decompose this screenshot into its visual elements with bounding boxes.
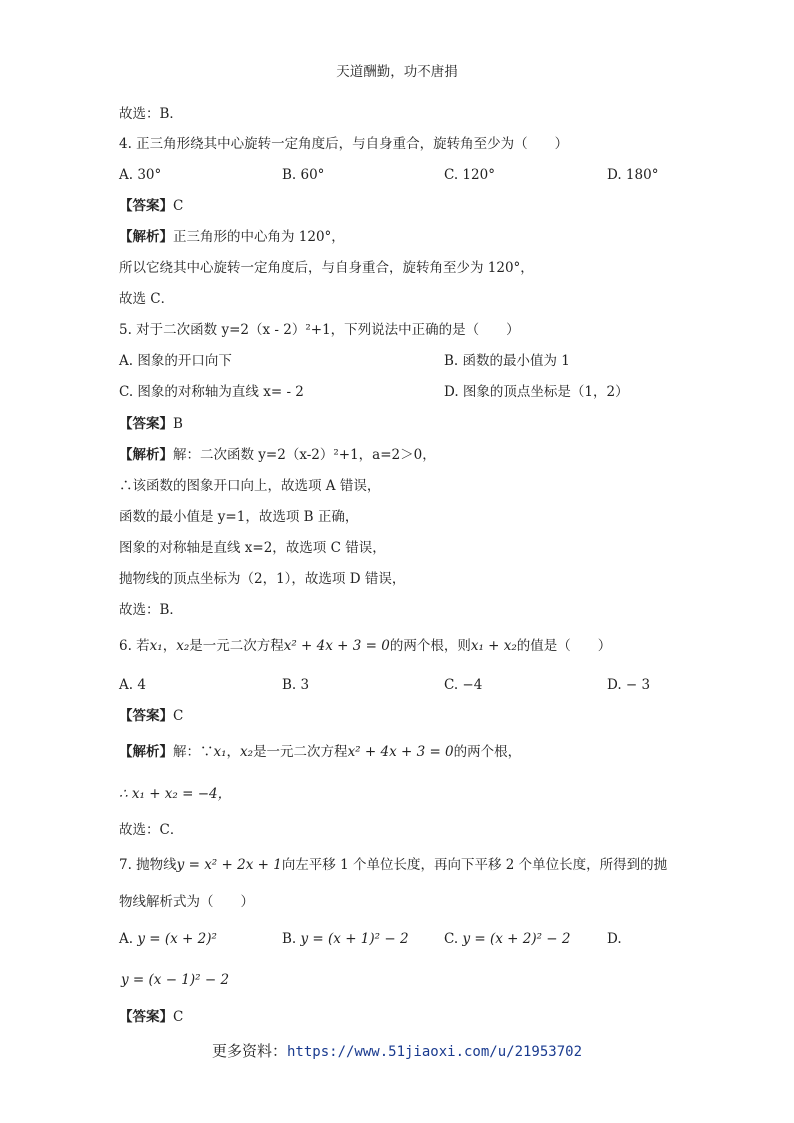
q6-text: 的两个根，则 bbox=[389, 638, 471, 654]
q6-text: 6. 若 bbox=[119, 638, 150, 654]
question-6 bbox=[119, 640, 611, 654]
option-a: A. 4 bbox=[119, 677, 146, 693]
answer-tag: 【答案】 bbox=[119, 1009, 173, 1025]
footer-label: 更多资料： bbox=[211, 1042, 287, 1060]
option-letter: B. bbox=[282, 931, 297, 947]
answer-tag: 【答案】 bbox=[119, 708, 173, 724]
text-line: 故选：B． bbox=[119, 602, 183, 618]
answer-value: C bbox=[173, 198, 184, 214]
answer-5 bbox=[119, 418, 183, 432]
analysis-tag: 【解析】 bbox=[119, 447, 173, 463]
answer-tag: 【答案】 bbox=[119, 416, 173, 432]
answer-value: B bbox=[173, 416, 183, 432]
text-line: 物线解析式为（ ） bbox=[119, 894, 254, 910]
option-c: C. 120° bbox=[444, 167, 495, 183]
analysis-text: 正三角形的中心角为 120°， bbox=[173, 229, 345, 245]
option-c: C. −4 bbox=[444, 677, 483, 693]
q7-text: 向左平移 1 个单位长度，再向下平移 2 个单位长度，所得到的抛 bbox=[281, 857, 668, 873]
q6-text: 的值是（ ） bbox=[516, 638, 612, 654]
analysis-text: 是一元二次方程 bbox=[253, 744, 348, 760]
option-b: B. 60° bbox=[282, 167, 325, 183]
q5-prefix: 5. 对于二次函数 bbox=[119, 322, 222, 338]
page-header: 天道酬勤，功不唐捐 bbox=[336, 64, 458, 80]
option-d: D. 180° bbox=[607, 167, 659, 183]
answer-tag: 【答案】 bbox=[119, 198, 173, 214]
analysis-tag: 【解析】 bbox=[119, 229, 173, 245]
option-letter: C. bbox=[444, 931, 459, 947]
q6-equation: x² + 4x + 3 = 0 bbox=[283, 638, 390, 654]
answer-value: C bbox=[173, 1009, 184, 1025]
e6-x2: x₂ bbox=[240, 744, 254, 760]
question-5 bbox=[119, 324, 520, 338]
option-d bbox=[607, 933, 622, 947]
question-4: 4. 正三角形绕其中心旋转一定角度后，与自身重合，旋转角至少为（ ） bbox=[119, 136, 569, 152]
option-letter: D. bbox=[607, 931, 622, 947]
text-line: 故选：B． bbox=[119, 106, 183, 122]
option-a: A. 30° bbox=[119, 167, 162, 183]
question-7 bbox=[119, 859, 667, 873]
option-formula: y = (x + 1)² − 2 bbox=[300, 931, 409, 947]
analysis-text: 解：∵ bbox=[173, 744, 214, 760]
analysis-5 bbox=[119, 449, 436, 463]
q7-text: 7. 抛物线 bbox=[119, 857, 177, 873]
option-d: D. − 3 bbox=[607, 677, 651, 693]
q5-suffix: ，下列说法中正确的是（ ） bbox=[330, 322, 520, 338]
option-b: B. 3 bbox=[282, 677, 310, 693]
option-formula: y = (x + 2)² − 2 bbox=[462, 931, 571, 947]
option-b bbox=[282, 933, 409, 947]
q6-x2: x₂ bbox=[176, 638, 190, 654]
text-line: 故选：C． bbox=[119, 822, 184, 838]
answer-7 bbox=[119, 1011, 183, 1025]
footer-link[interactable]: https://www.51jiaoxi.com/u/21953702 bbox=[287, 1044, 583, 1060]
answer-4 bbox=[119, 200, 183, 214]
text-line: ∴该函数的图象开口向上，故选项 A 错误， bbox=[119, 478, 381, 494]
text-line: 图象的对称轴是直线 x=2，故选项 C 错误， bbox=[119, 540, 386, 556]
e6-result: ∴ x₁ + x₂ = −4， bbox=[119, 786, 232, 802]
option-letter: A. bbox=[119, 931, 134, 947]
q7-equation: y = x² + 2x + 1 bbox=[176, 857, 282, 873]
analysis-4 bbox=[119, 231, 345, 245]
q6-x1: x₁ bbox=[149, 638, 163, 654]
answer-6 bbox=[119, 710, 183, 724]
analysis-6 bbox=[119, 746, 521, 760]
option-c: C. 图象的对称轴为直线 x= - 2 bbox=[119, 384, 304, 400]
option-a: A. 图象的开口向下 bbox=[119, 353, 232, 369]
q5-function: y=2（x - 2）²+1 bbox=[221, 322, 331, 338]
analysis-text: 的两个根， bbox=[453, 744, 522, 760]
option-d-formula: y = (x − 1)² − 2 bbox=[121, 972, 230, 988]
e6-equation: x² + 4x + 3 = 0 bbox=[347, 744, 454, 760]
option-formula: y = (x + 2)² bbox=[137, 931, 217, 947]
option-b: B. 函数的最小值为 1 bbox=[444, 353, 570, 369]
text-line: 函数的最小值是 y=1，故选项 B 正确， bbox=[119, 509, 359, 525]
answer-value: C bbox=[173, 708, 184, 724]
q6-text: 是一元二次方程 bbox=[189, 638, 284, 654]
q6-text: ， bbox=[162, 638, 177, 654]
option-c bbox=[444, 933, 570, 947]
e6-x1: x₁ bbox=[213, 744, 227, 760]
analysis-tag: 【解析】 bbox=[119, 744, 173, 760]
analysis-text: ， bbox=[226, 744, 241, 760]
text-line: 抛物线的顶点坐标为（2，1），故选项 D 错误， bbox=[119, 571, 406, 587]
option-d: D. 图象的顶点坐标是（1，2） bbox=[444, 384, 629, 400]
page-footer bbox=[0, 1040, 794, 1061]
text-line: 故选 C． bbox=[119, 291, 175, 307]
analysis-text: 解：二次函数 y=2（x-2）²+1，a=2＞0， bbox=[173, 447, 436, 463]
option-a bbox=[119, 933, 217, 947]
q6-sum: x₁ + x₂ bbox=[470, 638, 517, 654]
text-line: 所以它绕其中心旋转一定角度后，与自身重合，旋转角至少为 120°， bbox=[119, 260, 534, 276]
